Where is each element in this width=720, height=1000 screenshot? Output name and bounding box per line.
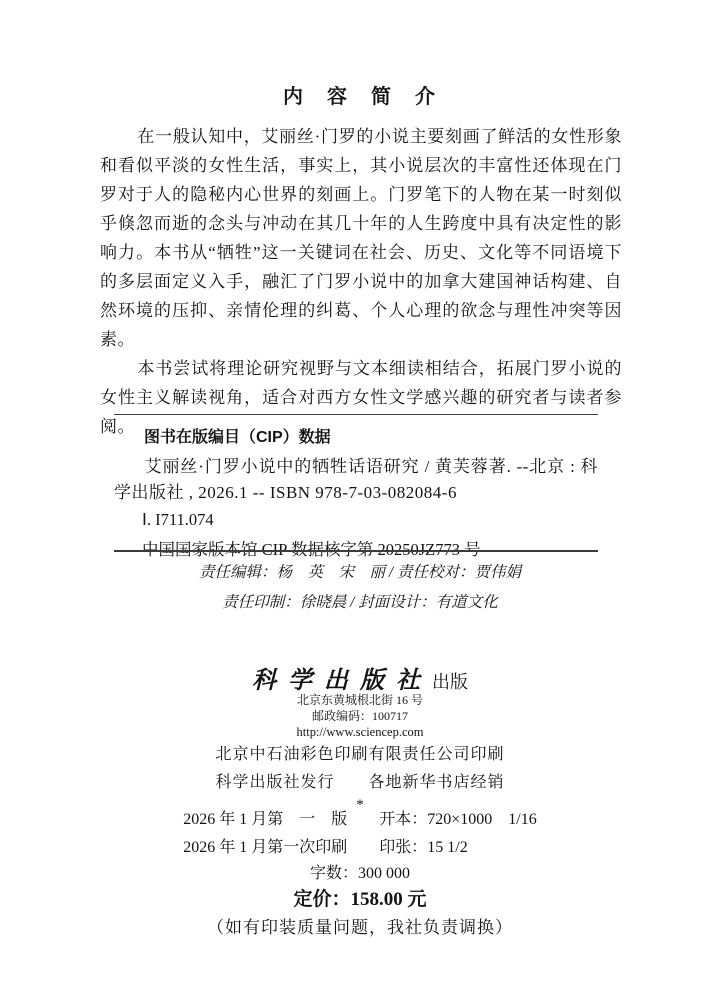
cip-classification: Ⅰ. I711.074 <box>142 510 214 529</box>
page-title: 内 容 简 介 <box>283 86 437 108</box>
credits-editors-line: 责任编辑：杨 英 宋 丽 / 责任校对：贾伟娟 <box>198 564 522 581</box>
printing-line: 2026 年 1 月第一次印刷 印张：15 1/2 <box>183 839 468 856</box>
word-count-line: 字数：300 000 <box>309 865 410 882</box>
edition-line: 2026 年 1 月第 一 版 开本：720×1000 1/16 <box>183 811 537 828</box>
publisher-logo-line <box>0 660 720 692</box>
publisher-website: http://www.sciencep.com <box>296 725 424 739</box>
asterisk-separator: * <box>356 797 364 813</box>
intro-text <box>100 122 622 441</box>
publisher-postcode: 邮政编码：100717 <box>311 709 408 723</box>
publisher-block <box>0 660 720 814</box>
divider-top <box>114 414 598 415</box>
intro-paragraph-1: 在一般认知中，艾丽丝·门罗的小说主要刻画了鲜活的女性形象和看似平淡的女性生活，事实上，其小说层次的丰富性还体现在门罗对于人的隐秘内心世界的刻画上。门罗笔下的人物在某一时刻似乎倏忽而逝的念头与冲动在其几十年的人生跨度中具有决定性的影响力。本书从“牺牲”这一关键词在社会、历史、文化等不同语境下的多层面定义入手，融汇了门罗小说中的加拿大建国神话构建、自然环境的压抑、亲情伦理的纠葛、个人心理的欲念与理性冲突等因素。 <box>100 127 622 349</box>
colophon-block <box>0 806 720 940</box>
printer-line: 北京中石油彩色印刷有限责任公司印刷 <box>215 746 505 763</box>
publisher-address: 北京东黄城根北街 16 号 <box>296 693 423 707</box>
cip-block <box>114 424 598 560</box>
cip-heading: 图书在版编目（CIP）数据 <box>144 429 331 446</box>
intro-paragraph-2: 本书尝试将理论研究视野与文本细读相结合，拓展门罗小说的女性主义解读视角，适合对西方女性文学感兴趣的研究者与读者参阅。 <box>100 359 622 436</box>
credits-block <box>0 558 720 618</box>
edition-lines <box>183 806 536 862</box>
price-line: 定价：158.00 元 <box>293 889 427 910</box>
publisher-suffix-label: 出版 <box>432 672 468 692</box>
quality-notice: （如有印装质量问题，我社负责调换） <box>207 918 513 937</box>
science-press-logo: 科学出版社 <box>252 668 432 694</box>
cip-record-number <box>114 536 598 560</box>
cip-entry: 艾丽丝·门罗小说中的牺牲话语研究 / 黄芙蓉著. --北京 : 科学出版社 , 2026.1 -- ISBN 978-7-03-082084-6 <box>114 457 598 502</box>
credits-production-line: 责任印制：徐晓晨 / 封面设计：有道文化 <box>222 594 498 611</box>
divider-bottom <box>114 550 598 552</box>
distribution-line: 科学出版社发行 各地新华书店经销 <box>215 774 505 791</box>
